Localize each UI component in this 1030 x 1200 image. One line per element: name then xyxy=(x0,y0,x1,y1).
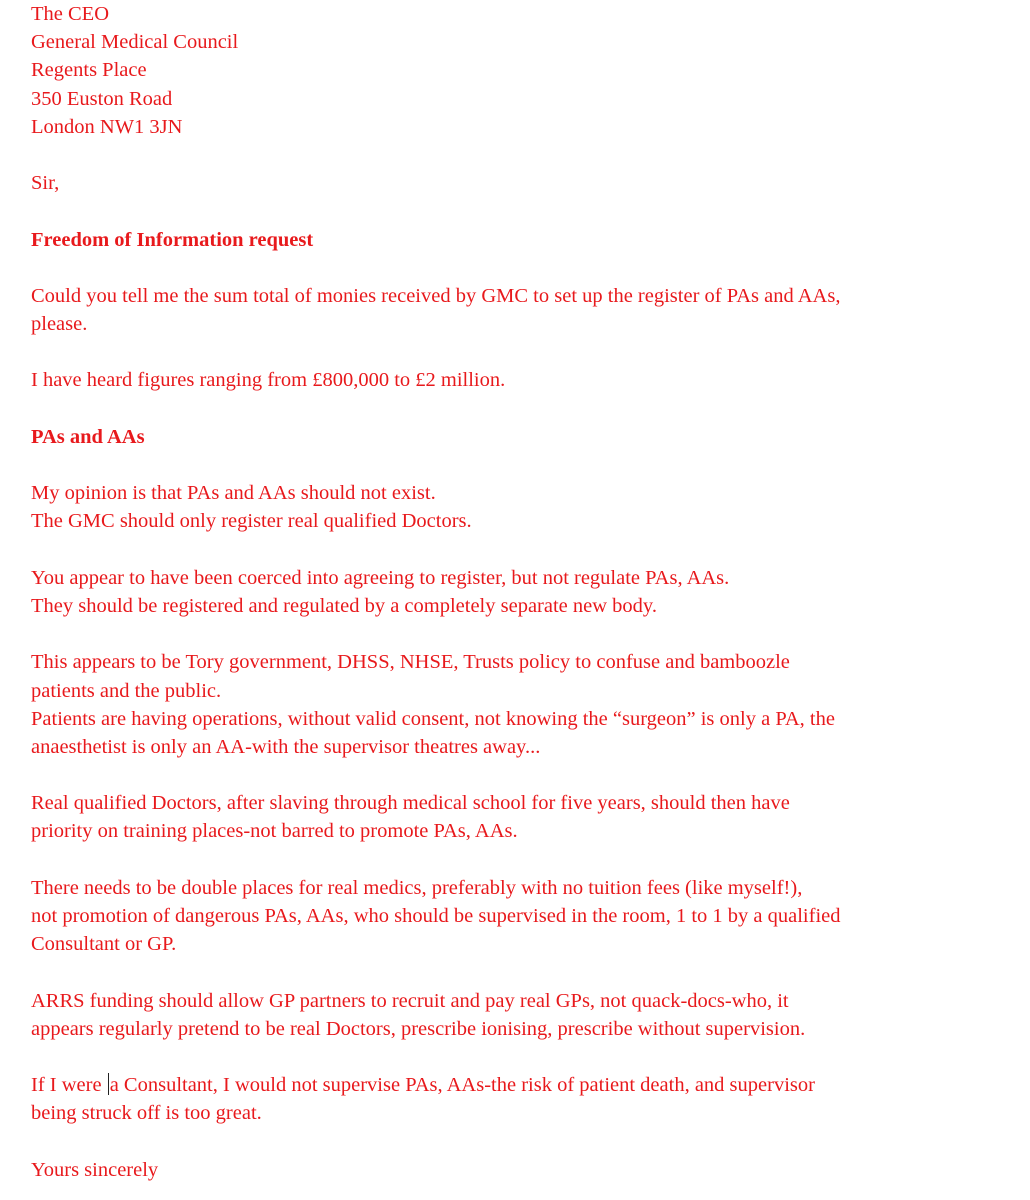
body-paragraph-line: Real qualified Doctors, after slaving through medical school for five years, should then have xyxy=(31,792,790,815)
closing: Yours sincerely xyxy=(31,1158,159,1181)
letter-document[interactable] xyxy=(31,0,1016,1184)
blank-line xyxy=(31,254,1016,282)
body-paragraph-line: ARRS funding should allow GP partners to recruit and pay real GPs, not quack-docs-who, it xyxy=(31,989,789,1012)
foi-figures-line: I have heard figures ranging from £800,000 to £2 million. xyxy=(31,369,506,392)
body-paragraph-line: The GMC should only register real qualified Doctors. xyxy=(31,510,472,533)
body-paragraph-line: This appears to be Tory government, DHSS, NHSE, Trusts policy to confuse and bamboozle xyxy=(31,651,790,674)
blank-line xyxy=(31,395,1016,423)
address-line-organisation: General Medical Council xyxy=(31,31,239,54)
text-segment: a Consultant, I would not supervise PAs, AAs-the risk of patient death, and supervisor xyxy=(109,1074,815,1097)
foi-paragraph-line: please. xyxy=(31,313,88,336)
address-line-building: Regents Place xyxy=(31,59,147,82)
body-paragraph-line-with-cursor xyxy=(31,1071,1016,1099)
blank-line xyxy=(31,141,1016,169)
text-cursor xyxy=(108,1073,109,1095)
salutation: Sir, xyxy=(31,172,60,195)
body-paragraph-line: Patients are having operations, without valid consent, not knowing the “surgeon” is only a PA, the xyxy=(31,707,835,730)
body-paragraph-line: My opinion is that PAs and AAs should not exist. xyxy=(31,482,436,505)
heading-foi-request: Freedom of Information request xyxy=(31,228,314,251)
blank-line xyxy=(31,620,1016,648)
body-paragraph-line: patients and the public. xyxy=(31,679,222,702)
text-segment: If I were xyxy=(31,1074,107,1097)
blank-line xyxy=(31,761,1016,789)
blank-line xyxy=(31,197,1016,225)
blank-line xyxy=(31,536,1016,564)
body-paragraph-line: priority on training places-not barred to promote PAs, AAs. xyxy=(31,820,518,843)
address-line-street: 350 Euston Road xyxy=(31,87,173,110)
blank-line xyxy=(31,338,1016,366)
body-paragraph-line: being struck off is too great. xyxy=(31,1102,262,1125)
blank-line xyxy=(31,1128,1016,1156)
address-line-city-postcode: London NW1 3JN xyxy=(31,115,183,138)
blank-line xyxy=(31,846,1016,874)
blank-line xyxy=(31,1043,1016,1071)
blank-line xyxy=(31,451,1016,479)
body-paragraph-line: They should be registered and regulated by a completely separate new body. xyxy=(31,594,657,617)
heading-pas-and-aas: PAs and AAs xyxy=(31,425,145,448)
body-paragraph-line: You appear to have been coerced into agreeing to register, but not regulate PAs, AAs. xyxy=(31,566,730,589)
foi-paragraph-line: Could you tell me the sum total of monies received by GMC to set up the register of PAs and AAs, xyxy=(31,284,841,307)
body-paragraph-line: anaesthetist is only an AA-with the supervisor theatres away... xyxy=(31,735,541,758)
blank-line xyxy=(31,958,1016,986)
body-paragraph-line: not promotion of dangerous PAs, AAs, who should be supervised in the room, 1 to 1 by a qualified xyxy=(31,905,841,927)
address-line-recipient: The CEO xyxy=(31,3,109,25)
body-paragraph-line: appears regularly pretend to be real Doctors, prescribe ionising, prescribe without supervision. xyxy=(31,1017,806,1040)
body-paragraph-line: Consultant or GP. xyxy=(31,933,177,956)
body-paragraph-line: There needs to be double places for real medics, preferably with no tuition fees (like myself!), xyxy=(31,876,803,899)
